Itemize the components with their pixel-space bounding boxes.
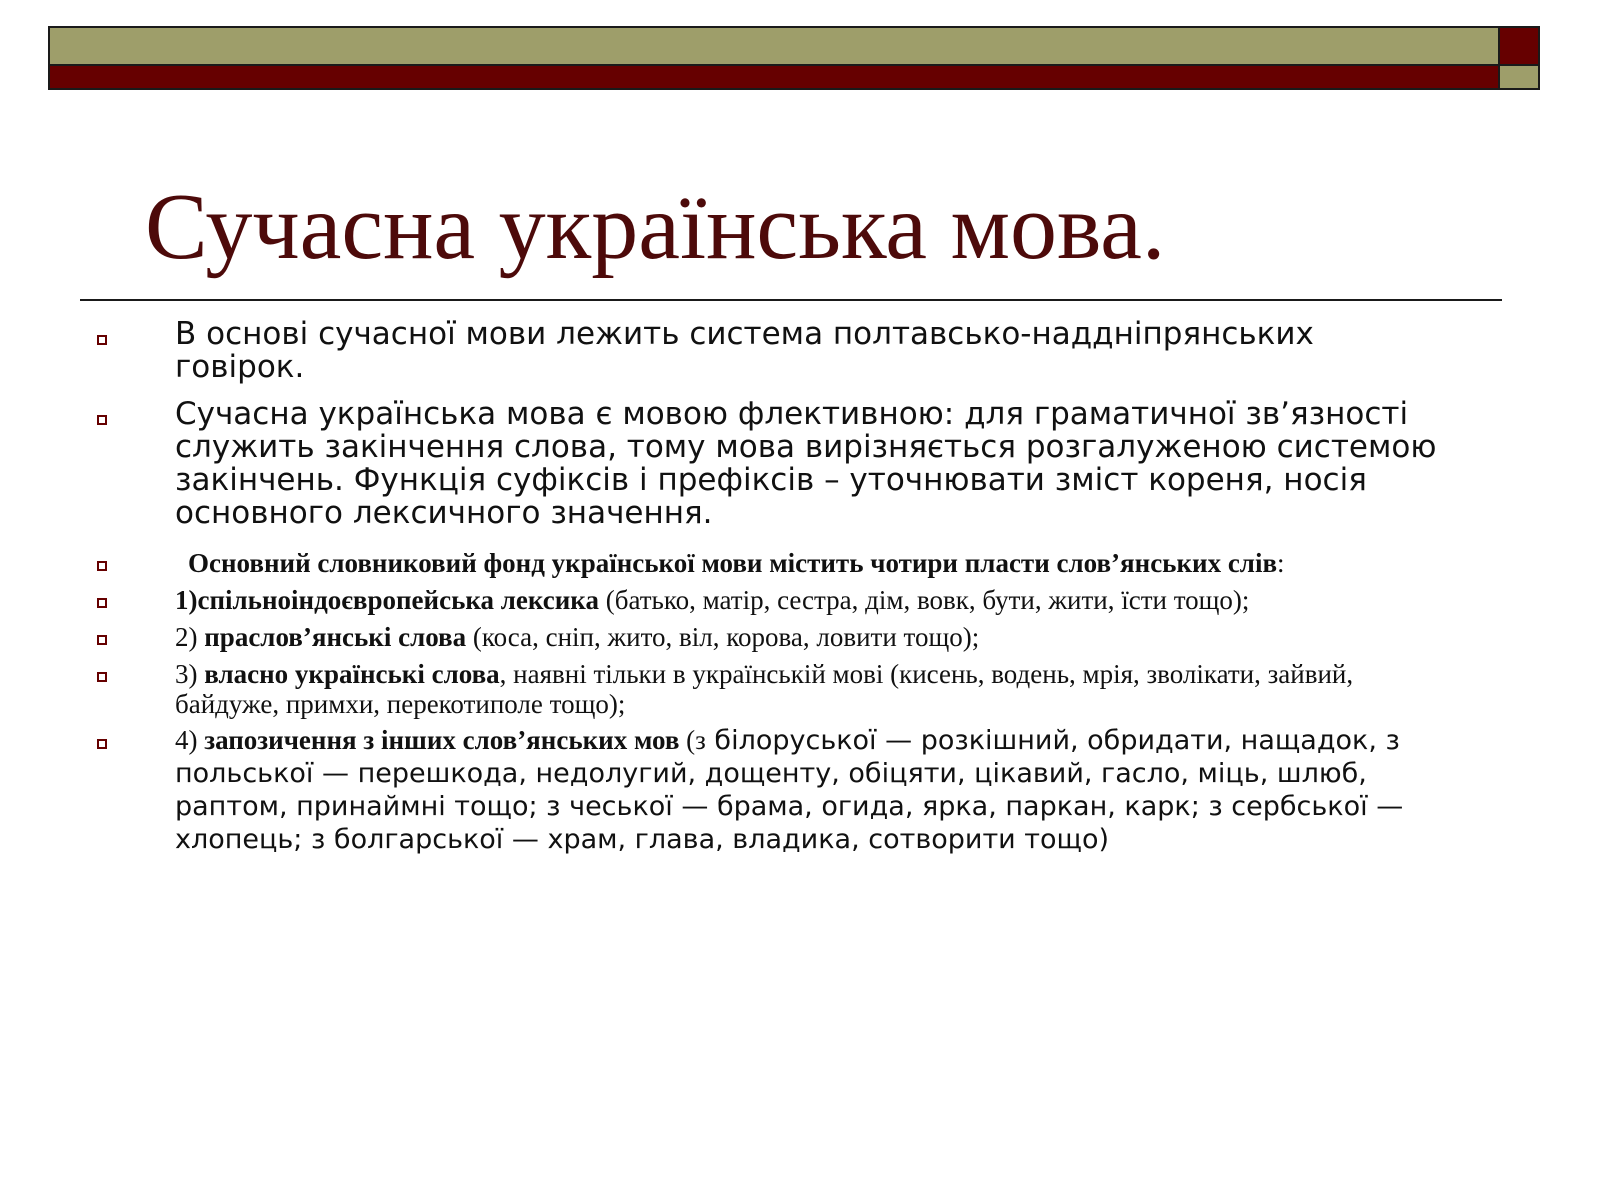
square-bullet-icon [97,335,107,345]
bullet-item [0,659,1600,719]
bullet-text: , наявні тільки в українській мові (кисень, водень, мрія, зволікати, зайвий, байдуже, примхи, перекотиполе тощо); [175,659,1354,719]
header-band-corner-olive [1500,66,1538,88]
header-band-maroon-stripe [50,66,1500,88]
bullet-item [0,726,1600,858]
bullet-item [0,622,1600,652]
bullet-text: білоруської — розкішний, обридати, нащадок, з польської — перешкода, недолугий, дощенту, обіцяти, цікавий, гасло, міць, шлюб, раптом, принаймні тощо; з чеської — брама, огида, ярка, паркан, карк; з сербської — хлопець; з болгарської — храм, глава, владика, сотворити тощо) [175,725,1404,855]
bullet-bold-text: праслов’янські слова [204,622,467,652]
bullet-item [0,548,1600,578]
bullet-item [0,398,1600,530]
bullet-bold-text: запозичення з інших слов’янських мов [204,725,680,755]
bullet-prefix: 4) [175,725,205,755]
square-bullet-icon [97,739,107,749]
header-band-olive-stripe [50,28,1500,66]
title-divider [80,299,1502,301]
slide-title: Сучасна українська мова. [145,175,1166,279]
bullet-prefix: 2) [175,622,205,652]
square-bullet-icon [97,561,107,571]
bullet-text: В основі сучасної мови лежить система полтавсько-наддніпрянських говірок. [175,316,1314,385]
bullet-lead-text: (з [679,725,706,755]
bullet-item [0,318,1600,384]
bullet-text: : [1277,548,1285,578]
square-bullet-icon [97,672,107,682]
bullet-text: Сучасна українська мова є мовою флективною: для граматичної зв’язності служить закінчення слова, тому мова вирізняється розгалуженою системою закінчень. Функція суфіксів і префіксів – уточнювати зміст кореня, носія основного лексичного значення. [175,396,1437,531]
bullet-text: (коса, сніп, жито, віл, корова, ловити тощо); [466,622,980,652]
bullet-item [0,585,1600,615]
bullet-text: (батько, матір, сестра, дім, вовк, бути, жити, їсти тощо); [598,585,1250,615]
bullet-bold-text: 1)спільноіндоєвропейська лексика [175,585,599,615]
bullet-list [0,318,1600,858]
square-bullet-icon [97,415,107,425]
square-bullet-icon [97,635,107,645]
bullet-bold-text: Основний словниковий фонд української мови містить чотири пласти слов’янських слів [188,548,1278,578]
square-bullet-icon [97,598,107,608]
bullet-prefix: 3) [175,659,205,689]
bullet-bold-text: власно українські слова [204,659,500,689]
header-band [48,26,1540,90]
header-band-corner-maroon [1500,28,1538,66]
